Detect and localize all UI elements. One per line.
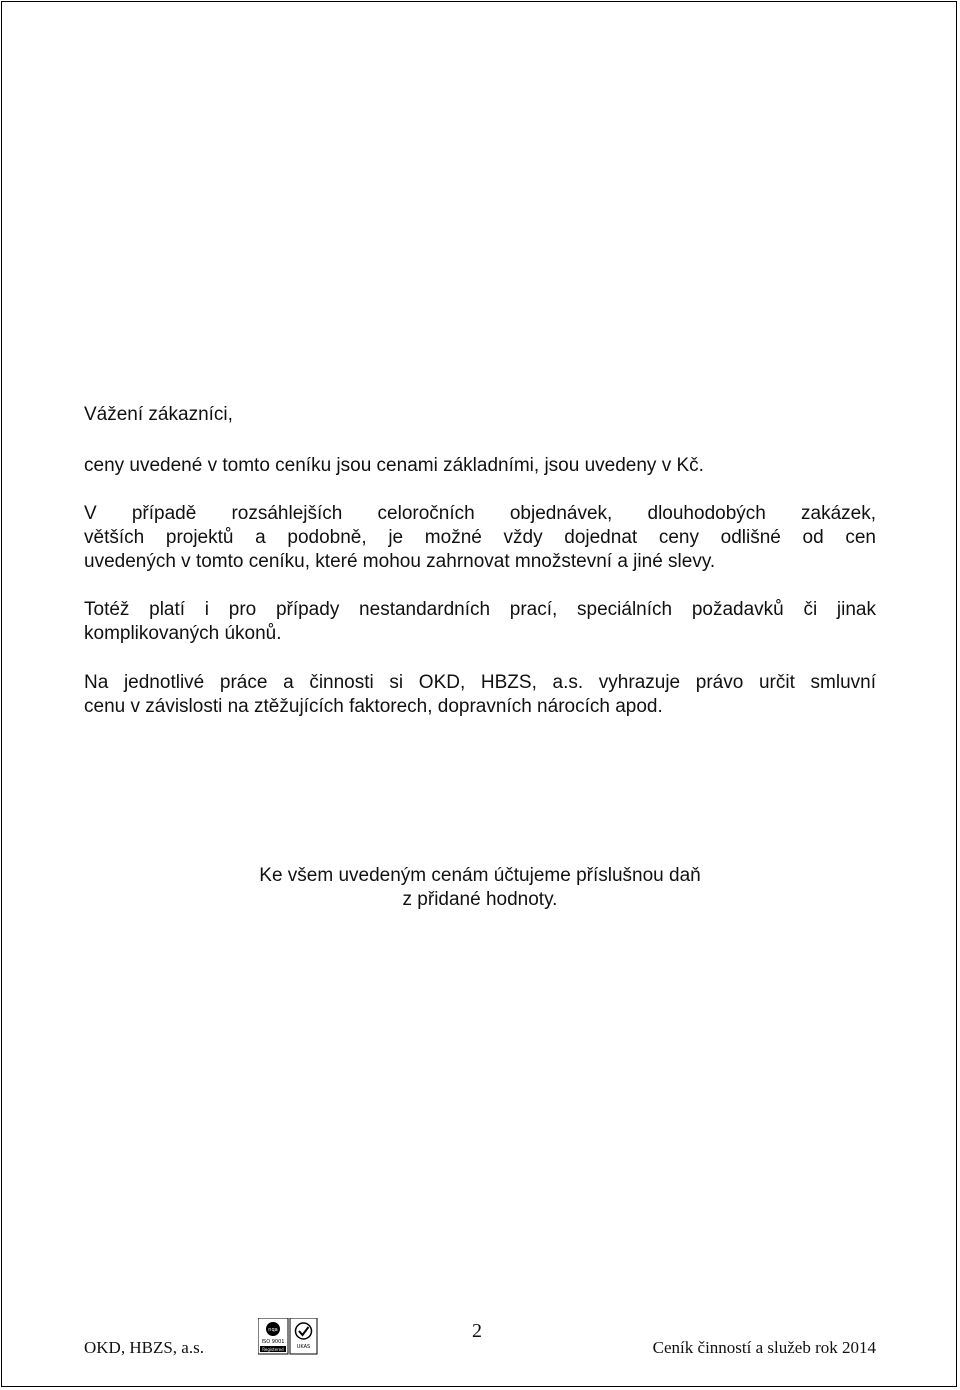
paragraph-line: větších projektů a podobně, je možné vždy dojednat ceny odlišné od cen: [84, 527, 876, 548]
certification-logos: [258, 1318, 318, 1356]
iso-certification-icon: [258, 1318, 318, 1356]
paragraph-contract-price: [84, 671, 876, 719]
salutation: Vážení zákazníci,: [84, 404, 233, 425]
paragraph-line: cenu v závislosti na ztěžujících faktorech, dopravních nárocích apod.: [84, 696, 663, 717]
svg-text:ISO 9001: ISO 9001: [261, 1339, 285, 1345]
paragraph-line: Totéž platí i pro případy nestandardních prací, speciálních požadavků či jinak: [84, 599, 876, 620]
paragraph-line: V případě rozsáhlejších celoročních objednávek, dlouhodobých zakázek,: [84, 503, 876, 524]
vat-note-line: Ke všem uvedeným cenám účtujeme příslušnou daň: [259, 865, 701, 886]
svg-text:Registered: Registered: [262, 1347, 284, 1352]
paragraph-discounts: [84, 502, 876, 574]
footer-document-title: Ceník činností a služeb rok 2014: [652, 1338, 876, 1357]
page-number: 2: [472, 1320, 482, 1342]
paragraph-nonstandard: [84, 598, 876, 646]
vat-note-line: z přidané hodnoty.: [402, 889, 558, 910]
footer-company: OKD, HBZS, a.s.: [84, 1338, 204, 1357]
paragraph-base-prices: ceny uvedené v tomto ceníku jsou cenami základními, jsou uvedeny v Kč.: [84, 455, 704, 476]
paragraph-line: komplikovaných úkonů.: [84, 623, 282, 644]
vat-note: [180, 864, 780, 912]
svg-text:UKAS: UKAS: [296, 1344, 311, 1350]
paragraph-line: Na jednotlivé práce a činnosti si OKD, HBZS, a.s. vyhrazuje právo určit smluvní: [84, 672, 876, 693]
svg-text:nqa: nqa: [268, 1327, 278, 1333]
paragraph-line: uvedených v tomto ceníku, které mohou zahrnovat množstevní a jiné slevy.: [84, 551, 716, 572]
